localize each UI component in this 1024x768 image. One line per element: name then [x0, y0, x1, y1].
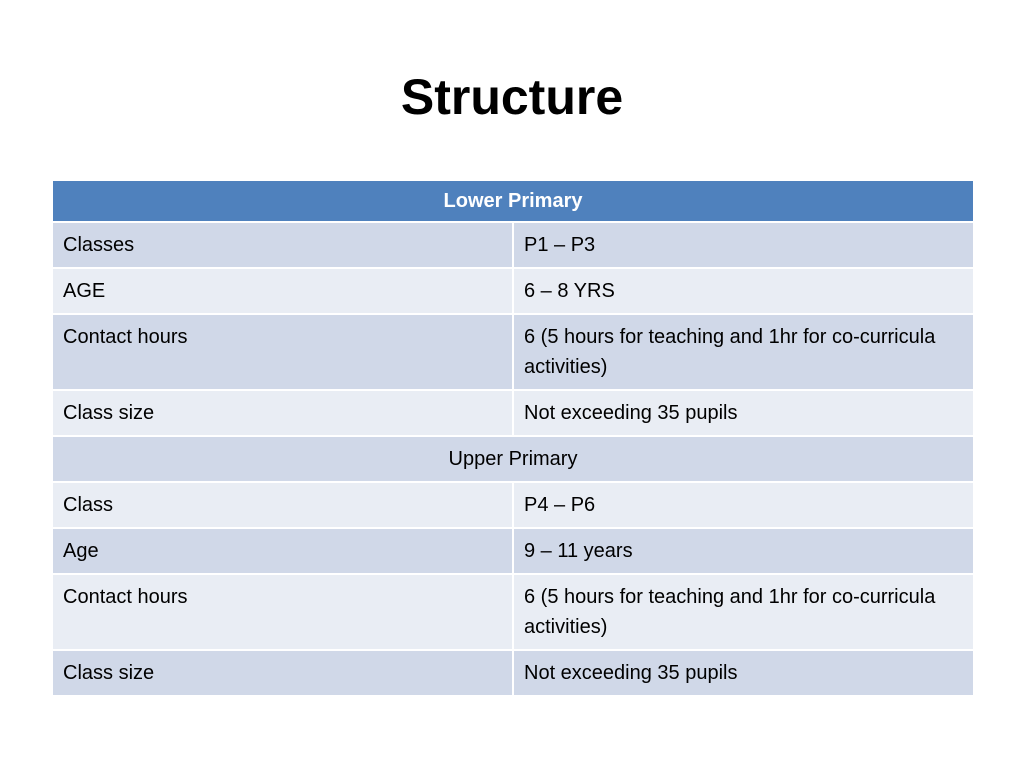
row-label: Contact hours [52, 314, 513, 390]
table-header-row [52, 180, 974, 222]
table-row [52, 574, 974, 650]
row-value: 9 – 11 years [513, 528, 974, 574]
table-row [52, 268, 974, 314]
row-label: AGE [52, 268, 513, 314]
table-row [52, 650, 974, 696]
row-value: Not exceeding 35 pupils [513, 390, 974, 436]
row-value: 6 – 8 YRS [513, 268, 974, 314]
row-value: Not exceeding 35 pupils [513, 650, 974, 696]
row-label: Class size [52, 650, 513, 696]
table-row [52, 482, 974, 528]
table-row [52, 222, 974, 268]
lower-primary-header: Lower Primary [52, 180, 974, 222]
row-label: Age [52, 528, 513, 574]
row-label: Class [52, 482, 513, 528]
row-label: Classes [52, 222, 513, 268]
structure-table [51, 179, 975, 697]
upper-primary-row [52, 436, 974, 482]
row-value: P4 – P6 [513, 482, 974, 528]
table-row [52, 390, 974, 436]
table-row [52, 314, 974, 390]
row-label: Contact hours [52, 574, 513, 650]
row-value: 6 (5 hours for teaching and 1hr for co-curricula activities) [513, 314, 974, 390]
slide-title: Structure [400, 69, 624, 125]
upper-primary-header: Upper Primary [52, 436, 974, 482]
row-value: P1 – P3 [513, 222, 974, 268]
row-value: 6 (5 hours for teaching and 1hr for co-curricula activities) [513, 574, 974, 650]
row-label: Class size [52, 390, 513, 436]
table-row [52, 528, 974, 574]
